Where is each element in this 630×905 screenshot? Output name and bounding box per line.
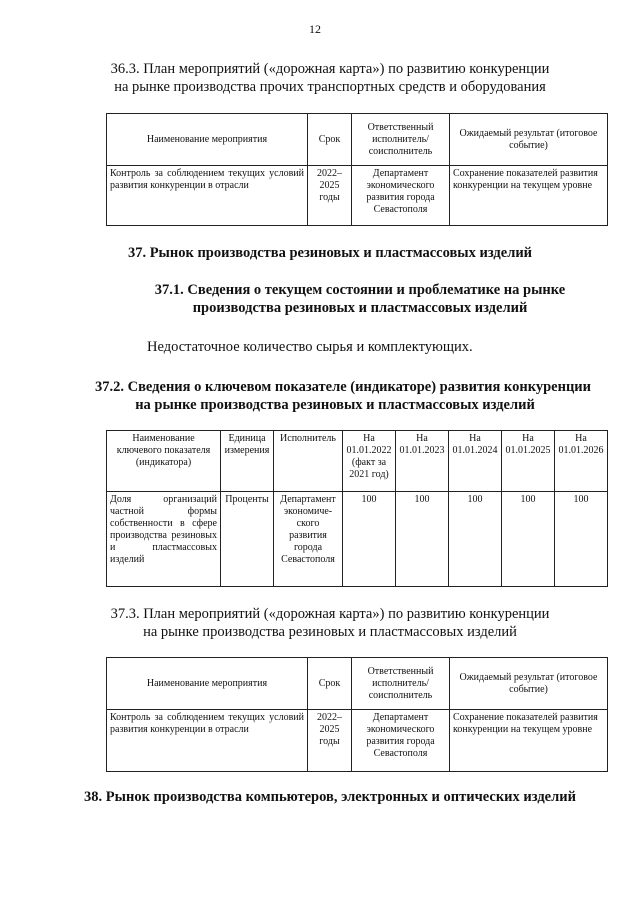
section-36-3-title-line-2: на рынке производства прочих транспортных средств и оборудования (114, 79, 546, 95)
table-cell: 100 (396, 492, 449, 587)
table-cell: Проценты (221, 492, 274, 587)
section-37-3-title-line-2: на рынке производства резиновых и пластмассовых изделий (143, 624, 517, 640)
header-cell: Ответственный исполнитель/ соисполнитель (352, 114, 450, 166)
header-cell: Срок (308, 114, 352, 166)
section-37-2-title-line-2: на рынке производства резиновых и пластмассовых изделий (135, 397, 535, 413)
table-cell: Департамент экономиче-ского развития города Севастополя (274, 492, 343, 587)
section-37-3-title (90, 605, 570, 641)
roadmap-table-37-3 (106, 657, 608, 772)
section-37-1-title-line-1: 37.1. Сведения о текущем состоянии и проблематике на рынке (154, 282, 566, 298)
indicator-table-37-2 (106, 430, 608, 587)
header-cell: Единица измерения (221, 431, 274, 492)
header-cell: На 01.01.2024 (449, 431, 502, 492)
header-cell: На 01.01.2023 (396, 431, 449, 492)
table-header-row (107, 431, 608, 492)
section-37-3-title-line-1: 37.3. План мероприятий («дорожная карта») по развитию конкуренции (110, 606, 550, 622)
section-37-1-paragraph: Недостаточное количество сырья и комплектующих. (147, 339, 473, 355)
header-cell: Ожидаемый результат (итоговое событие) (450, 658, 608, 710)
table-cell: 100 (555, 492, 608, 587)
header-cell: Исполнитель (274, 431, 343, 492)
header-cell: На 01.01.2025 (502, 431, 555, 492)
section-37-1-title (120, 281, 600, 317)
table-cell: 100 (502, 492, 555, 587)
section-37-1-title-line-2: производства резиновых и пластмассовых изделий (192, 300, 528, 316)
section-37-2-title-line-1: 37.2. Сведения о ключевом показателе (индикаторе) развития конкуренции (95, 379, 592, 395)
header-cell: На 01.01.2026 (555, 431, 608, 492)
header-cell: Ответственный исполнитель/ соисполнитель (352, 658, 450, 710)
header-cell: Наименование мероприятия (107, 114, 308, 166)
section-37-title-line: 37. Рынок производства резиновых и пластмассовых изделий (127, 245, 533, 261)
header-cell: Ожидаемый результат (итоговое событие) (450, 114, 608, 166)
table-row (107, 710, 608, 772)
table-cell: 100 (449, 492, 502, 587)
section-36-3-title-line-1: 36.3. План мероприятий («дорожная карта») по развитию конкуренции (110, 61, 550, 77)
header-cell: На 01.01.2022 (факт за 2021 год) (343, 431, 396, 492)
table-cell: Контроль за соблюдением текущих условий развития конкуренции в отрасли (107, 166, 308, 226)
table-cell: 100 (343, 492, 396, 587)
table-cell: Контроль за соблюдением текущих условий развития конкуренции в отрасли (107, 710, 308, 772)
table-cell: Департамент экономического развития города Севастополя (352, 166, 450, 226)
section-37-title (90, 244, 570, 262)
table-header-row (107, 114, 608, 166)
table-cell: Сохранение показателей развития конкуренции на текущем уровне (450, 710, 608, 772)
section-38-title-line: 38. Рынок производства компьютеров, электронных и оптических изделий (84, 789, 576, 805)
table-cell: 2022–2025 годы (308, 166, 352, 226)
section-38-title (80, 788, 580, 806)
table-cell: Доля организаций частной формы собственности в сфере производства резиновых и пластмассовых изделий (107, 492, 221, 587)
roadmap-table-36-3 (106, 113, 608, 226)
table-row (107, 492, 608, 587)
table-row (107, 166, 608, 226)
header-cell: Срок (308, 658, 352, 710)
header-cell: Наименование ключевого показателя (индикатора) (107, 431, 221, 492)
table-cell: Департамент экономического развития города Севастополя (352, 710, 450, 772)
table-cell: Сохранение показателей развития конкуренции на текущем уровне (450, 166, 608, 226)
table-cell: 2022–2025 годы (308, 710, 352, 772)
section-37-2-title (95, 378, 592, 414)
table-header-row (107, 658, 608, 710)
section-36-3-title (90, 60, 570, 96)
page-number: 12 (309, 22, 321, 36)
header-cell: Наименование мероприятия (107, 658, 308, 710)
